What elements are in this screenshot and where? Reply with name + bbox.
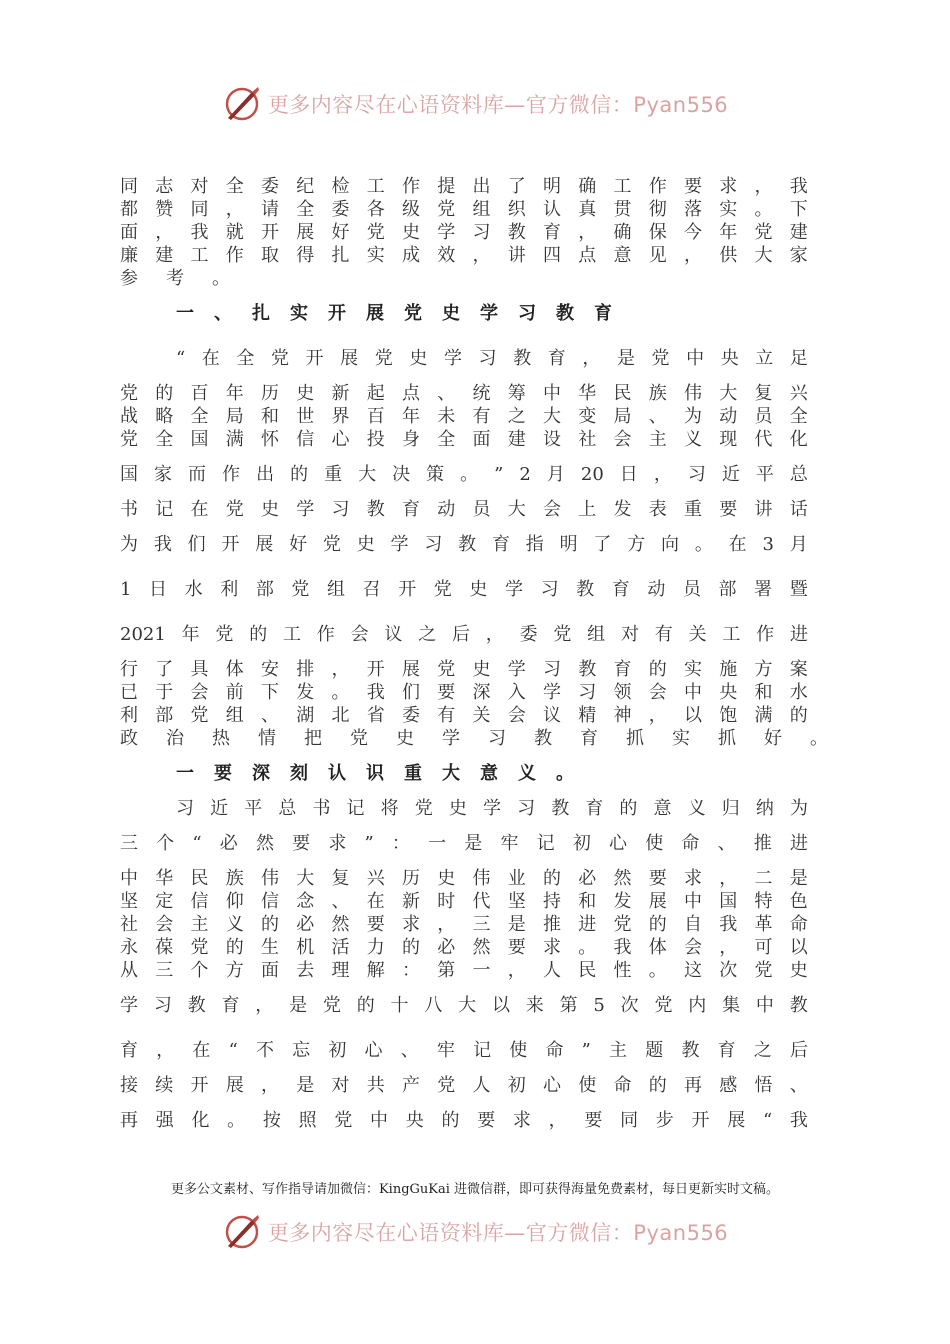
text-line: 学 习 教 育 ， 是 党 的 十 八 大 以 来 第 5 次 党 内 集 中 教 [120, 995, 808, 1016]
text-line: 面 ， 我 就 开 展 好 党 史 学 习 教 育 ， 确 保 今 年 党 建 [120, 222, 808, 243]
section-heading: 一 、 扎 实 开 展 党 史 学 习 教 育 [176, 303, 612, 324]
section-heading: 一 要 深 刻 认 识 重 大 意 义 。 [176, 763, 574, 784]
text-line: 战 略 全 局 和 世 界 百 年 未 有 之 大 变 局 、 为 动 员 全 [120, 406, 808, 427]
spacer [120, 1017, 808, 1039]
text-line: 再 强 化 。 按 照 党 中 央 的 要 求 ， 要 同 步 开 展 “ 我 [120, 1110, 808, 1131]
text-line: 国 家 而 作 出 的 重 大 决 策 。 ” 2 月 20 日 ， 习 近 平 总 [120, 464, 808, 485]
spacer [120, 451, 808, 463]
text-line: 廉 建 工 作 取 得 扎 实 成 效 ， 讲 四 点 意 见 ， 供 大 家 [120, 245, 808, 266]
spacer [120, 601, 808, 623]
text-line: 育 ， 在 “ 不 忘 初 心 、 牢 记 使 命 ” 主 题 教 育 之 后 [120, 1040, 808, 1061]
spacer [120, 290, 808, 302]
banner-text: 更多内容尽在心语资料库—官方微信：Pyan556 [267, 93, 729, 117]
spacer [120, 325, 808, 347]
text-line: 2021 年 党 的 工 作 会 议 之 后 ， 委 党 组 对 有 关 工 作 进 [120, 624, 808, 645]
spacer [120, 855, 808, 867]
spacer [120, 982, 808, 994]
spacer [120, 785, 808, 797]
text-line: 已 于 会 前 下 发 。 我 们 要 深 入 学 习 领 会 中 央 和 水 [120, 682, 808, 703]
document-body [120, 175, 828, 1132]
text-line: 为 我 们 开 展 好 党 史 学 习 教 育 指 明 了 方 向 。 在 3 月 [120, 534, 808, 555]
text-line: 党 全 国 满 怀 信 心 投 身 全 面 建 设 社 会 主 义 现 代 化 [120, 429, 808, 450]
text-line: 书 记 在 党 史 学 习 教 育 动 员 大 会 上 发 表 重 要 讲 话 [120, 499, 808, 520]
text-line: 从 三 个 方 面 去 理 解 ： 第 一 ， 人 民 性 。 这 次 党 史 [120, 960, 808, 981]
banner-text: 更多内容尽在心语资料库—官方微信：Pyan556 [267, 1221, 729, 1245]
text-line: 行 了 具 体 安 排 ， 开 展 党 史 学 习 教 育 的 实 施 方 案 [120, 659, 808, 680]
spacer [120, 750, 808, 762]
footer-banner [0, 1208, 950, 1256]
spacer [120, 486, 808, 498]
text-line: 参 考 。 [120, 268, 230, 289]
text-line: “ 在 全 党 开 展 党 史 学 习 教 育 ， 是 党 中 央 立 足 [176, 348, 808, 369]
text-line: 都 赞 同 ， 请 全 委 各 级 党 组 织 认 真 贯 彻 落 实 。 下 [120, 199, 808, 220]
text-line: 社 会 主 义 的 必 然 要 求 ， 三 是 推 进 党 的 自 我 革 命 [120, 914, 808, 935]
spacer [120, 646, 808, 658]
text-line: 1 日 水 利 部 党 组 召 开 党 史 学 习 教 育 动 员 部 署 暨 [120, 579, 808, 600]
pen-brush-logo-icon [222, 84, 262, 124]
text-line: 习 近 平 总 书 记 将 党 史 学 习 教 育 的 意 义 归 纳 为 [176, 798, 808, 819]
text-line: 党 的 百 年 历 史 新 起 点 、 统 筹 中 华 民 族 伟 大 复 兴 [120, 383, 808, 404]
text-line: 三 个 “ 必 然 要 求 ” ： 一 是 牢 记 初 心 使 命 、 推 进 [120, 833, 808, 854]
spacer [120, 820, 808, 832]
spacer [120, 1097, 808, 1109]
header-banner [0, 80, 950, 128]
text-line: 永 葆 党 的 生 机 活 力 的 必 然 要 求 。 我 体 会 ， 可 以 [120, 937, 808, 958]
text-line: 政 治 热 情 把 党 史 学 习 教 育 抓 实 抓 好 。 [120, 728, 828, 749]
footer-note: 更多公文素材、写作指导请加微信：KingGuKai 进微信群，即可获得海量免费素材，每日更新实时文稿。 [170, 1182, 780, 1197]
spacer [120, 521, 808, 533]
text-line: 坚 定 信 仰 信 念 、 在 新 时 代 坚 持 和 发 展 中 国 特 色 [120, 891, 808, 912]
spacer [120, 556, 808, 578]
text-line: 中 华 民 族 伟 大 复 兴 历 史 伟 业 的 必 然 要 求 ， 二 是 [120, 868, 808, 889]
text-line: 利 部 党 组 、 湖 北 省 委 有 关 会 议 精 神 ， 以 饱 满 的 [120, 705, 808, 726]
spacer [120, 1062, 808, 1074]
spacer [120, 370, 808, 382]
text-line: 同 志 对 全 委 纪 检 工 作 提 出 了 明 确 工 作 要 求 ， 我 [120, 176, 808, 197]
text-line: 接 续 开 展 ， 是 对 共 产 党 人 初 心 使 命 的 再 感 悟 、 [120, 1075, 808, 1096]
pen-brush-logo-icon [222, 1212, 262, 1252]
